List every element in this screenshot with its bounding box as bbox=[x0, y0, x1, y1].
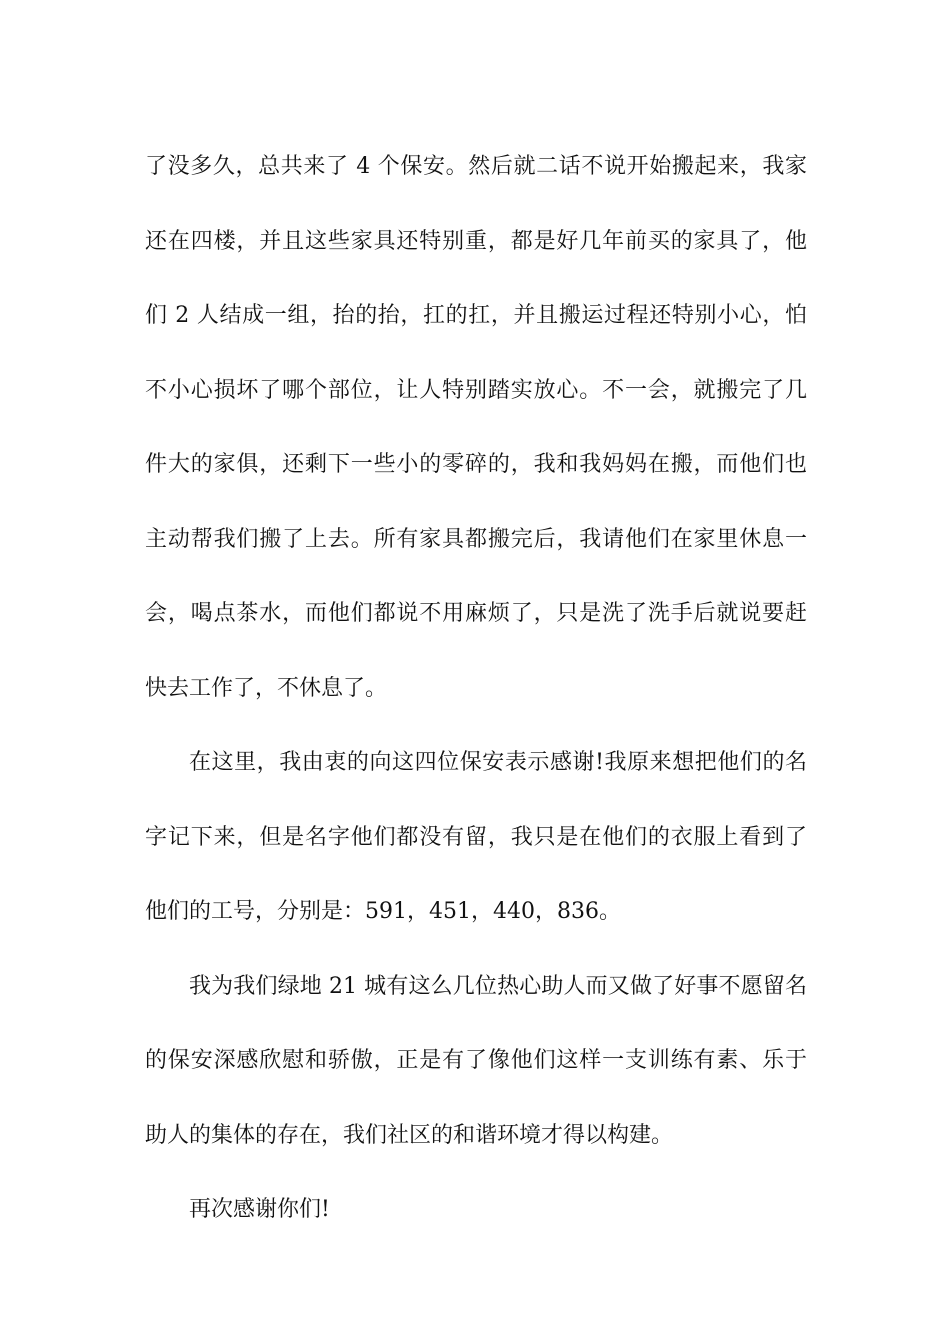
text-line: 字记下来，但是名字他们都没有留，我只是在他们的衣服上看到了 bbox=[145, 824, 807, 850]
paragraph bbox=[145, 1173, 807, 1248]
text-line: 会，喝点茶水，而他们都说不用麻烦了，只是洗了洗手后就说要赶 bbox=[145, 601, 807, 626]
text-line: 在这里，我由衷的向这四位保安表示感谢!我原来想把他们的名 bbox=[189, 750, 807, 775]
paragraph bbox=[145, 726, 807, 950]
document-body bbox=[145, 130, 807, 1248]
text-line: 主动帮我们搬了上去。所有家具都搬完后，我请他们在家里休息一 bbox=[145, 526, 807, 552]
text-line: 我为我们绿地 21 城有这么几位热心助人而又做了好事不愿留名 bbox=[189, 973, 807, 999]
paragraph bbox=[145, 950, 807, 1174]
text-line: 不小心损坏了哪个部位，让人特别踏实放心。不一会，就搬完了几 bbox=[145, 377, 807, 403]
text-line: 还在四楼，并且这些家具还特别重，都是好几年前买的家具了，他 bbox=[145, 228, 807, 254]
text-line: 件大的家俱，还剩下一些小的零碎的，我和我妈妈在搬，而他们也 bbox=[145, 452, 807, 477]
text-line: 再次感谢你们! bbox=[189, 1197, 330, 1222]
text-line: 们 2 人结成一组，抬的抬，扛的扛，并且搬运过程还特别小心，怕 bbox=[145, 303, 807, 328]
text-line: 快去工作了，不休息了。 bbox=[145, 675, 388, 701]
text-line: 了没多久，总共来了 4 个保安。然后就二话不说开始搬起来，我家 bbox=[145, 154, 807, 179]
paragraph bbox=[145, 130, 807, 726]
text-line: 助人的集体的存在，我们社区的和谐环境才得以构建。 bbox=[145, 1122, 674, 1148]
text-line: 的保安深感欣慰和骄傲，正是有了像他们这样一支训练有素、乐于 bbox=[145, 1048, 807, 1073]
text-line: 他们的工号，分别是：591，451，440，836。 bbox=[145, 899, 621, 924]
